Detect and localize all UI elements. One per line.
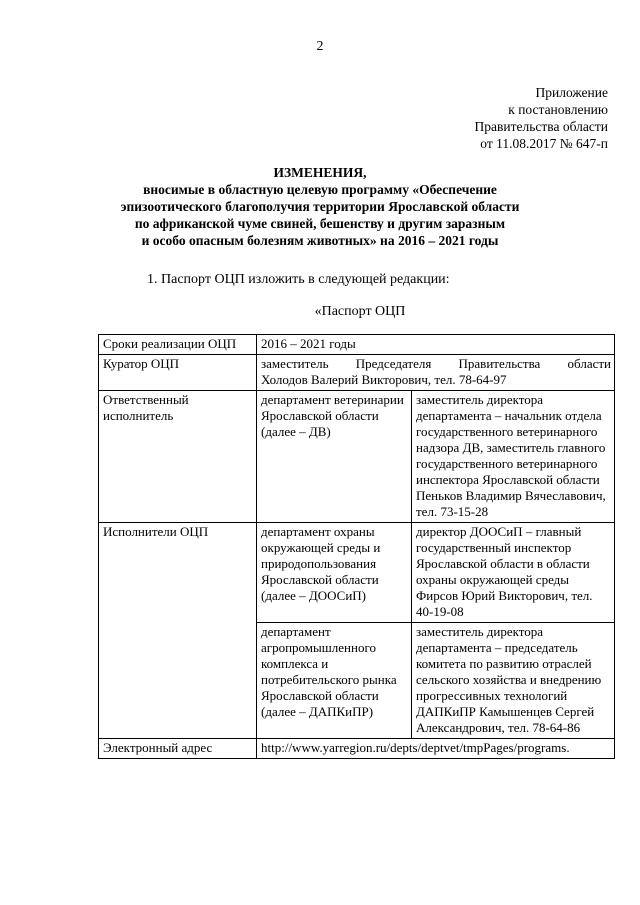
executor-department: департамент агропромышленного комплекса и потребительского рынка Ярославской области (далее – ДАПКиПР): [257, 623, 412, 739]
table-row-terms: [99, 335, 615, 355]
responsible-department: департамент ветеринарии Ярославской области (далее – ДВ): [257, 391, 412, 523]
responsible-label: Ответственный исполнитель: [99, 391, 257, 523]
title-line: и особо опасным болезням животных» на 2016 – 2021 годы: [141, 233, 499, 248]
curator-value: [257, 355, 615, 391]
passport-table: [98, 334, 615, 759]
responsible-contact: заместитель директора департамента – начальник отдела государственного ветеринарного надзора ДВ, заместитель главного государственного ветеринарного инспектора Ярославской области Пеньков Владимир Вячеславович, тел. 73-15-28: [412, 391, 615, 523]
curator-value-line: Холодов Валерий Викторович, тел. 78-64-97: [261, 372, 507, 387]
curator-value-line: заместитель Председателя Правительства области: [261, 356, 612, 371]
document-title: [100, 164, 540, 249]
title-line: вносимые в областную целевую программу «Обеспечение: [143, 182, 497, 197]
executor-contact: заместитель директора департамента – председатель комитета по развитию отраслей сельского хозяйства и внедрению прогрессивных технологий ДАПКиПР Камышенцев Сергей Александрович, тел. 78-64-86: [412, 623, 615, 739]
title-line: ИЗМЕНЕНИЯ,: [273, 165, 367, 180]
appendix-block: [475, 84, 608, 152]
appendix-line: Правительства области: [474, 119, 608, 134]
appendix-line: к постановлению: [508, 102, 608, 117]
curator-label: Куратор ОЦП: [99, 355, 257, 391]
appendix-line: Приложение: [535, 85, 608, 100]
terms-label: Сроки реализации ОЦП: [99, 335, 257, 355]
title-line: по африканской чуме свиней, бешенству и другим заразным: [134, 216, 506, 231]
table-row-email: [99, 739, 615, 759]
appendix-line: от 11.08.2017 № 647-п: [480, 136, 608, 151]
page-number: 2: [316, 39, 324, 54]
terms-value: 2016 – 2021 годы: [257, 335, 615, 355]
executor-department: департамент охраны окружающей среды и природопользования Ярославской области (далее – ДООСиП): [257, 523, 412, 623]
item-1-paragraph: 1. Паспорт ОЦП изложить в следующей редакции:: [147, 272, 450, 287]
table-row-responsible: [99, 391, 615, 523]
title-line: эпизоотического благополучия территории Ярославской области: [120, 199, 520, 214]
table-row-executors: [99, 523, 615, 623]
passport-heading: «Паспорт ОЦП: [314, 304, 406, 319]
email-label: Электронный адрес: [99, 739, 257, 759]
executor-contact: директор ДООСиП – главный государственный инспектор Ярославской области в области охраны окружающей среды Фирсов Юрий Викторович, тел. 40-19-08: [412, 523, 615, 623]
executors-label: Исполнители ОЦП: [99, 523, 257, 739]
email-link[interactable]: http://www.yarregion.ru/depts/deptvet/tmpPages/programs.: [257, 739, 615, 759]
table-row-curator: [99, 355, 615, 391]
